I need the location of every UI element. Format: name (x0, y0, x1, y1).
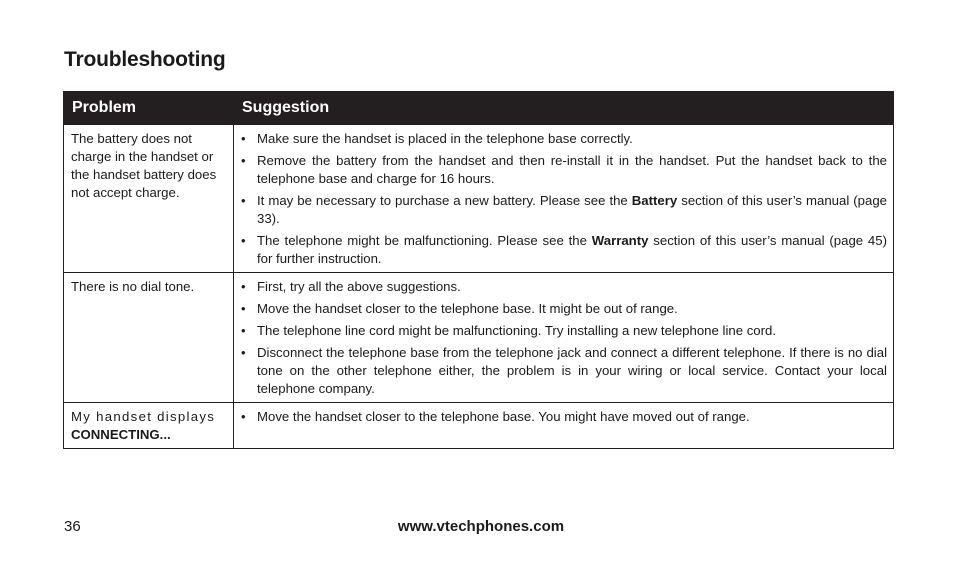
suggestion-text-before: The telephone might be malfunctioning. Please see the (257, 233, 592, 248)
suggestion-list (241, 408, 887, 426)
list-item (241, 192, 887, 228)
suggestion-text-after: section of this user’s manual (page 45) for further instruction. (257, 233, 887, 266)
bullet-icon: • (241, 279, 246, 294)
list-item (241, 232, 887, 268)
troubleshooting-table (63, 91, 894, 449)
bullet-icon: • (241, 153, 246, 168)
problem-cell (64, 403, 234, 449)
suggestion-text: Disconnect the telephone base from the telephone jack and connect a different telephone. If there is no dial tone on the other telephone either, the problem is in your wiring or local service. Contact your local telephone company. (257, 345, 887, 396)
suggestion-cell (234, 273, 894, 403)
list-item (241, 300, 887, 318)
suggestion-cell (234, 125, 894, 273)
list-item (241, 344, 887, 398)
bullet-icon: • (241, 131, 246, 146)
list-item (241, 408, 887, 426)
suggestion-cell (234, 403, 894, 449)
problem-column-header: Problem (64, 92, 234, 125)
bullet-icon: • (241, 345, 246, 360)
bullet-icon: • (241, 233, 246, 248)
problem-text: My handset displays (71, 409, 216, 424)
table-row (64, 273, 894, 403)
bullet-icon: • (241, 323, 246, 338)
page-number: 36 (64, 518, 81, 535)
suggestion-text-after: section of this user’s manual (page 33). (257, 193, 887, 226)
suggestion-text: The telephone line cord might be malfunctioning. Try installing a new telephone line cord. (257, 323, 777, 338)
list-item (241, 130, 887, 148)
list-item (241, 152, 887, 188)
table-row (64, 403, 894, 449)
footer-url: www.vtechphones.com (397, 518, 565, 535)
suggestion-list (241, 278, 887, 398)
suggestion-text: Make sure the handset is placed in the telephone base correctly. (257, 131, 633, 146)
bullet-icon: • (241, 193, 246, 208)
bullet-icon: • (241, 409, 246, 424)
suggestion-text: Remove the battery from the handset and then re-install it in the handset. Put the handset back to the telephone base and charge for 16 hours. (257, 153, 887, 186)
battery-section-reference: Battery (631, 193, 678, 208)
suggestion-column-header: Suggestion (234, 92, 894, 125)
page-title: Troubleshooting (64, 48, 226, 71)
warranty-section-reference: Warranty (591, 233, 649, 248)
suggestion-text: Move the handset closer to the telephone base. It might be out of range. (257, 301, 678, 316)
problem-cell: There is no dial tone. (64, 273, 234, 403)
display-message: CONNECTING... (71, 427, 171, 442)
list-item (241, 278, 887, 296)
problem-cell: The battery does not charge in the handset or the handset battery does not accept charge. (64, 125, 234, 273)
table-header-row (64, 92, 894, 125)
suggestion-text: First, try all the above suggestions. (257, 279, 461, 294)
suggestion-text-before: It may be necessary to purchase a new battery. Please see the (257, 193, 632, 208)
suggestion-text: Move the handset closer to the telephone base. You might have moved out of range. (257, 409, 750, 424)
bullet-icon: • (241, 301, 246, 316)
list-item (241, 322, 887, 340)
table-row (64, 125, 894, 273)
suggestion-list (241, 130, 887, 268)
